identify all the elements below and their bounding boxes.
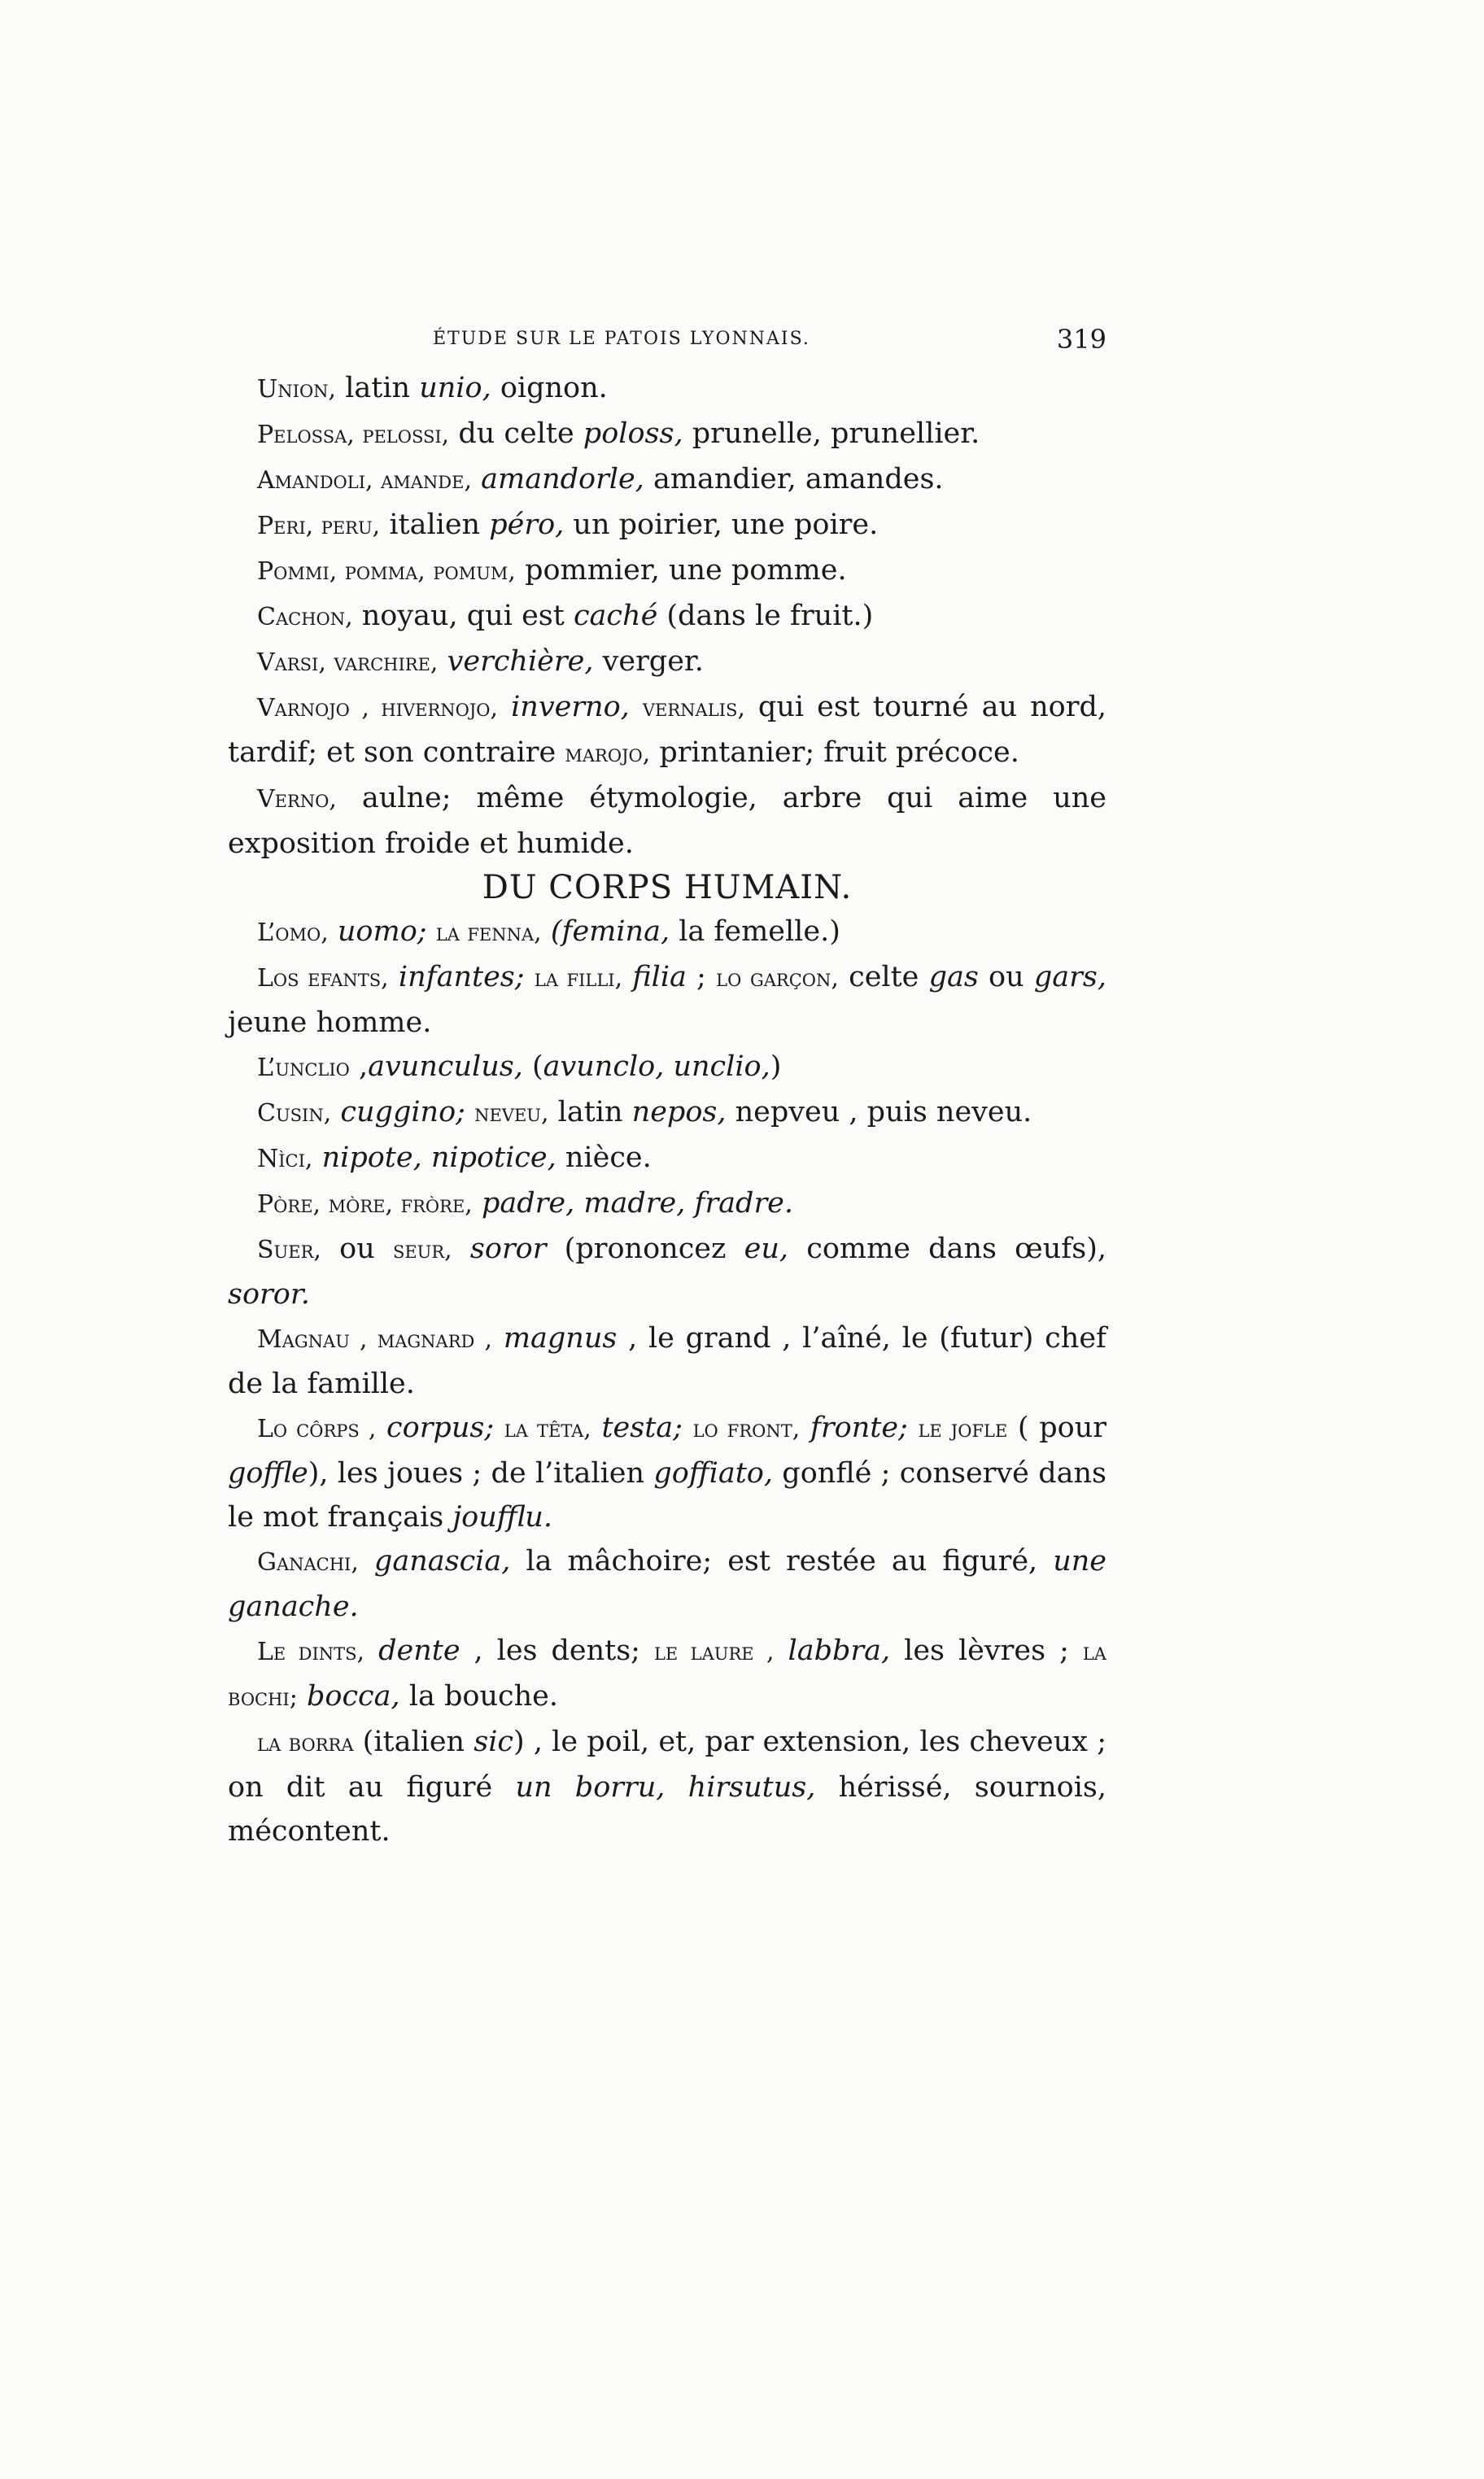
entry-peri <box>228 503 1106 548</box>
text-run <box>452 1233 470 1265</box>
italic-term: nepos, <box>631 1096 727 1128</box>
text-run: ) <box>770 1050 782 1083</box>
text-run <box>465 1096 474 1128</box>
italic-term: soror. <box>228 1278 310 1311</box>
text-run: aulne; même étymologie, arbre qui aime une exposition froide et humide. <box>228 782 1106 860</box>
text-run: ou <box>321 1233 393 1265</box>
headword: Pelossa, pelossi, <box>257 421 450 449</box>
italic-term: verchière, <box>447 645 594 678</box>
italic-term: une ganache. <box>228 1545 1106 1623</box>
italic-term: magnus <box>503 1322 618 1355</box>
text-run: latin <box>548 1096 632 1128</box>
text-run: noyau, qui est <box>352 600 574 632</box>
italic-term: (femina, <box>550 915 670 948</box>
headword: Verno, <box>257 785 337 814</box>
text-run <box>800 1412 810 1444</box>
headword: L’unclio <box>257 1054 350 1082</box>
text-run <box>775 1634 788 1667</box>
text-run <box>312 1141 321 1174</box>
text-run: qui est tourné au nord, tardif; et son contraire <box>228 691 1106 769</box>
text-run: prunelle, prunellier. <box>683 417 980 450</box>
entry-cachon <box>228 594 1106 639</box>
section-title: DU CORPS HUMAIN. <box>482 869 853 906</box>
italic-term: uomo; <box>337 915 427 948</box>
headword: le laure , <box>653 1638 775 1666</box>
text-run <box>298 1680 307 1713</box>
text-run <box>376 1412 386 1444</box>
text-run <box>630 691 643 723</box>
text-run: du celte <box>449 417 583 450</box>
entry-ganachi <box>228 1539 1106 1629</box>
italic-term: gars, <box>1033 961 1106 993</box>
text-run <box>498 691 511 723</box>
italic-term: avunclo, unclio, <box>543 1050 770 1083</box>
entry-dints <box>228 1629 1106 1720</box>
text-run: pommier, une pomme. <box>515 554 847 587</box>
headword: Cachon, <box>257 603 353 631</box>
headword: Ganachi, <box>257 1548 359 1577</box>
text-run: nepveu , puis neveu. <box>726 1096 1032 1128</box>
headword: Pommi, pomma, pomum, <box>257 557 516 586</box>
headword: lo front, <box>692 1415 801 1443</box>
text-run <box>622 961 632 993</box>
entry-unclio <box>228 1045 1106 1090</box>
entry-varnojo <box>228 685 1106 776</box>
italic-term: eu, <box>744 1233 789 1265</box>
text-run: un poirier, une poire. <box>564 508 879 541</box>
italic-term: poloss, <box>583 417 683 450</box>
italic-term: caché <box>573 600 658 632</box>
text-run <box>329 915 338 948</box>
text-run <box>492 1322 504 1355</box>
text-run <box>438 645 447 678</box>
text-run: italien <box>380 508 490 541</box>
text-run: nièce. <box>556 1141 652 1174</box>
headword: Cusin, <box>257 1099 332 1128</box>
text-run: ; <box>686 961 717 993</box>
italic-term: bocca, <box>306 1680 400 1713</box>
entry-verno <box>228 776 1106 866</box>
italic-term: inverno, <box>511 691 630 723</box>
entry-pelossa <box>228 412 1106 457</box>
headword: marojo, <box>565 740 651 768</box>
text-run: ), les joues ; de l’italien <box>308 1457 654 1490</box>
italic-term: corpus; <box>386 1412 495 1444</box>
entry-omo <box>228 910 1106 955</box>
italic-term: ganascia, <box>373 1545 511 1578</box>
headword: Nìci, <box>257 1145 313 1173</box>
italic-term: soror <box>469 1233 547 1265</box>
italic-term: filia <box>632 961 687 993</box>
text-run: hérissé, sournois, mécontent. <box>228 1771 1106 1848</box>
text-run: les lèvres ; <box>890 1634 1083 1667</box>
page-text <box>228 366 1106 1853</box>
italic-term: gas <box>928 961 979 993</box>
italic-term: goffle <box>228 1457 308 1490</box>
text-run: amandier, amandes. <box>644 463 944 495</box>
text-run: la femelle.) <box>670 915 840 948</box>
text-run: oignon. <box>491 372 608 404</box>
text-run <box>542 915 551 948</box>
headword: la bochi; <box>228 1638 1106 1712</box>
italic-term: unio, <box>419 372 491 404</box>
entry-efants <box>228 955 1106 1045</box>
text-run <box>494 1412 504 1444</box>
italic-term: péro, <box>489 508 565 541</box>
entry-cusin <box>228 1090 1106 1136</box>
headword: Los efants, <box>257 964 389 993</box>
entry-amandoli <box>228 457 1106 503</box>
headword: neveu, <box>474 1099 549 1128</box>
headword: la têta, <box>504 1415 591 1443</box>
text-run: latin <box>336 372 420 404</box>
headword: le jofle <box>918 1415 1008 1443</box>
italic-term: joufflu. <box>452 1501 552 1534</box>
text-run: comme dans œufs), <box>788 1233 1106 1265</box>
italic-term: padre, madre, fradre. <box>481 1187 794 1220</box>
italic-term: labbra, <box>788 1634 891 1667</box>
text-run: la mâchoire; est restée au figuré, <box>510 1545 1054 1578</box>
text-run <box>427 915 436 948</box>
text-run <box>364 1634 378 1667</box>
page-header <box>228 324 1123 356</box>
text-run <box>908 1412 919 1444</box>
text-run: celte <box>838 961 929 993</box>
italic-term: dente <box>378 1634 460 1667</box>
text-run: ( pour <box>1007 1412 1106 1444</box>
italic-term: sic <box>474 1726 514 1758</box>
headword: Peri, peru, <box>257 512 381 540</box>
text-run <box>359 1545 374 1578</box>
entry-suer <box>228 1227 1106 1316</box>
text-run <box>591 1412 602 1444</box>
text-run: printanier; fruit précoce. <box>650 736 1019 769</box>
text-run: verger. <box>593 645 704 678</box>
headword: Magnau , magnard , <box>257 1325 493 1354</box>
text-run <box>525 961 535 993</box>
text-run: ou <box>978 961 1034 993</box>
running-head: ÉTUDE SUR LE PATOIS LYONNAIS. <box>433 329 810 349</box>
text-run <box>331 1096 340 1128</box>
headword: seur, <box>392 1236 452 1264</box>
italic-term: amandorle, <box>481 463 644 495</box>
text-run <box>389 961 399 993</box>
text-run: gonflé ; conservé dans le mot français <box>228 1457 1106 1534</box>
entry-nici <box>228 1136 1106 1181</box>
text-run: ( <box>522 1050 543 1083</box>
text-run: (prononcez <box>546 1233 744 1265</box>
text-run <box>473 1187 482 1220</box>
headword: Amandoli, amande, <box>257 466 472 495</box>
headword: vernalis, <box>642 694 745 722</box>
headword: L’omo, <box>257 919 329 947</box>
headword: Le dints, <box>257 1638 365 1666</box>
italic-term: cuggino; <box>340 1096 465 1128</box>
italic-term: un borru, hirsutus, <box>515 1771 816 1804</box>
headword: la filli, <box>534 964 623 993</box>
entry-pommi <box>228 548 1106 594</box>
text-run: , <box>349 1050 369 1083</box>
headword: Suer, <box>257 1236 321 1264</box>
headword: Pòre, mòre, fròre, <box>257 1190 473 1219</box>
entry-pore <box>228 1181 1106 1227</box>
italic-term: nipote, nipotice, <box>321 1141 556 1174</box>
entry-borra <box>228 1720 1106 1853</box>
italic-term: goffiato, <box>653 1457 773 1490</box>
headword: Union, <box>257 375 337 404</box>
entry-corps <box>228 1406 1106 1539</box>
entry-varsi <box>228 639 1106 685</box>
text-run: la bouche. <box>399 1680 558 1713</box>
text-run <box>472 463 481 495</box>
italic-term: avunculus, <box>368 1050 523 1083</box>
text-run: jeune homme. <box>228 1006 432 1039</box>
page-number: 319 <box>1056 324 1106 355</box>
text-run: , les dents; <box>460 1634 654 1667</box>
headword: lo garçon, <box>716 964 839 993</box>
italic-term: testa; <box>601 1412 683 1444</box>
text-run: (italien <box>353 1726 474 1758</box>
text-run: ) , le poil, et, par extension, les cheveux ; on dit au figuré <box>228 1726 1106 1804</box>
headword: Varsi, varchire, <box>257 648 439 677</box>
text-run: (dans le fruit.) <box>657 600 874 632</box>
headword: Lo côrps , <box>257 1415 377 1443</box>
headword: la borra <box>257 1729 354 1757</box>
headword: Varnojo , hivernojo, <box>257 694 499 722</box>
headword: la fenna, <box>435 919 542 947</box>
text-run <box>683 1412 693 1444</box>
text-run: , le grand , l’aîné, le (futur) chef de la famille. <box>228 1322 1106 1400</box>
entry-union <box>228 366 1106 412</box>
italic-term: fronte; <box>810 1412 908 1444</box>
entry-magnau <box>228 1316 1106 1406</box>
italic-term: infantes; <box>398 961 525 993</box>
